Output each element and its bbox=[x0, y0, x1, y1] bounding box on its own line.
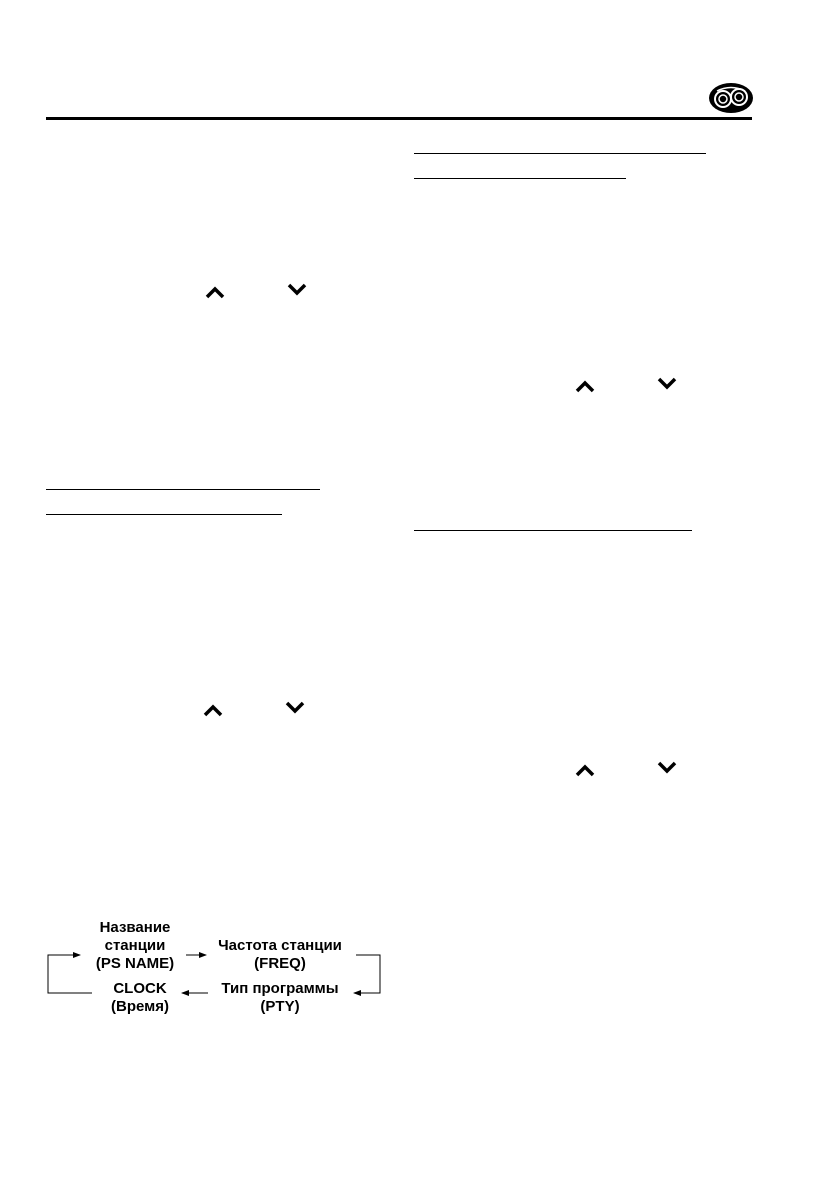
clock-label: CLOCK (Время) bbox=[111, 980, 169, 1015]
frequency-label: Частота станции (FREQ) bbox=[218, 937, 342, 972]
program-type-label: Тип программы (PTY) bbox=[221, 980, 339, 1015]
station-name-label: Название станции (PS NAME) bbox=[95, 919, 175, 972]
